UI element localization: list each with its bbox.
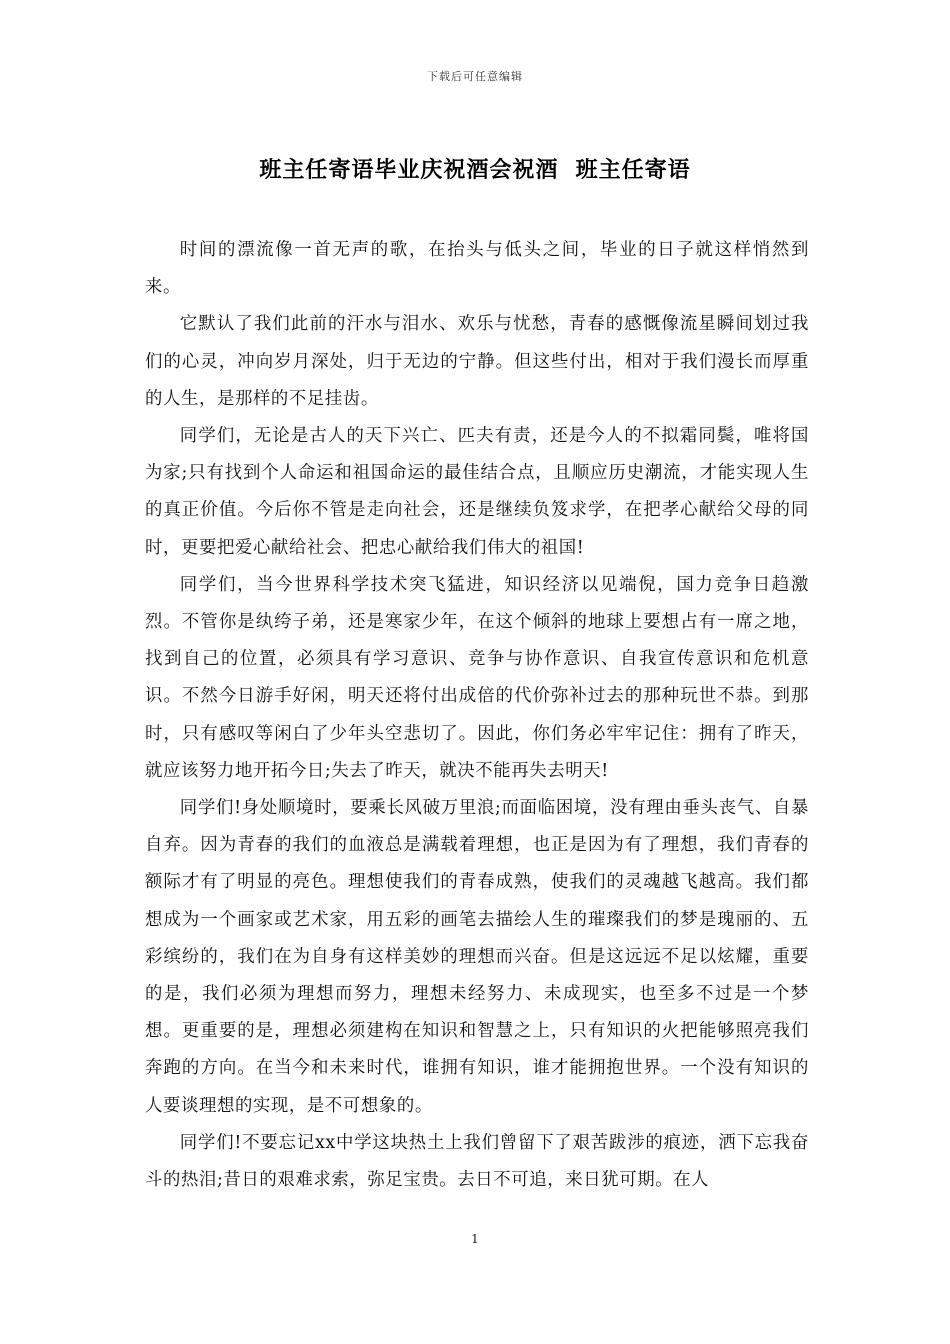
paragraph: 它默认了我们此前的汗水与泪水、欢乐与忧愁，青春的感慨像流星瞬间划过我们的心灵，冲向岁月深处，归于无边的宁静。但这些付出，相对于我们漫长而厚重的人生，是那样的不足挂齿。 bbox=[145, 314, 809, 409]
header-note: 下载后可任意编辑 bbox=[427, 70, 523, 83]
document-body bbox=[145, 232, 809, 1199]
page-number: 1 bbox=[471, 1232, 479, 1246]
paragraph: 同学们，当今世界科学技术突飞猛进，知识经济以见端倪，国力竞争日趋激烈。不管你是纨绔子弟，还是寒家少年，在这个倾斜的地球上要想占有一席之地，找到自己的位置，必须具有学习意识、竞争与协作意识、自我宣传意识和危机意识。不然今日游手好闲，明天还将付出成倍的代价弥补过去的那种玩世不恭。到那时，只有感叹等闲白了少年头空悲切了。因此，你们务必牢牢记住：拥有了昨天，就应该努力地开拓今日;失去了昨天，就决不能再失去明天! bbox=[145, 574, 809, 781]
paragraph: 同学们!身处顺境时，要乘长风破万里浪;而面临困境，没有理由垂头丧气、自暴自弃。因为青春的我们的血液总是满载着理想，也正是因为有了理想，我们青春的额际才有了明显的亮色。理想使我们的青春成熟，使我们的灵魂越飞越高。我们都想成为一个画家或艺术家，用五彩的画笔去描绘人生的璀璨我们的梦是瑰丽的、五彩缤纷的，我们在为自身有这样美妙的理想而兴奋。但是这远远不足以炫耀，重要的是，我们必须为理想而努力，理想未经努力、未成现实，也至多不过是一个梦想。更重要的是，理想必须建构在知识和智慧之上，只有知识的火把能够照亮我们奔跑的方向。在当今和未来时代，谁拥有知识，谁才能拥抱世界。一个没有知识的人要谈理想的实现，是不可想象的。 bbox=[145, 798, 809, 1116]
document-title: 班主任寄语毕业庆祝酒会祝酒 班主任寄语 bbox=[259, 157, 691, 183]
paragraph: 时间的漂流像一首无声的歌，在抬头与低头之间，毕业的日子就这样悄然到来。 bbox=[145, 240, 809, 298]
paragraph: 同学们!不要忘记xx中学这块热土上我们曾留下了艰苦跋涉的痕迹，洒下忘我奋斗的热泪;昔日的艰难求索，弥足宝贵。去日不可追，来日犹可期。在人 bbox=[145, 1132, 809, 1191]
paragraph: 同学们，无论是古人的天下兴亡、匹夫有责，还是今人的不拟霜同鬓，唯将国为家;只有找到个人命运和祖国命运的最佳结合点，且顺应历史潮流，才能实现人生的真正价值。今后你不管是走向社会，还是继续负笈求学，在把孝心献给父母的同时，更要把爱心献给社会、把忠心献给我们伟大的祖国! bbox=[145, 426, 809, 558]
